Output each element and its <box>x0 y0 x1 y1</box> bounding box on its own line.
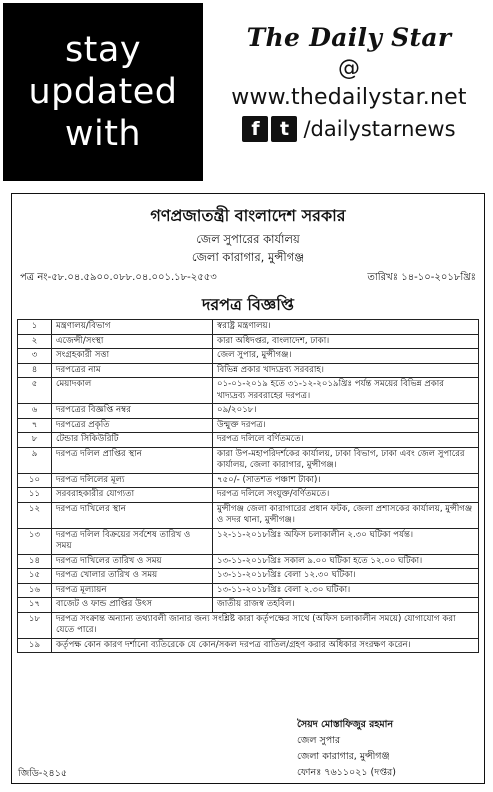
row-field: সরবরাহকারীর যোগ্যতা <box>52 488 213 503</box>
row-number: ২ <box>18 334 52 349</box>
row-number: ১৭ <box>18 598 52 613</box>
gd-number: জিডি-২৪১৫ <box>18 768 68 779</box>
row-field: মেয়াদকাল <box>52 378 213 404</box>
row-value: ১৩-১১-২০১৮খ্রিঃ সকাল ৯.০০ ঘটিকা হতে ১২.০০ ঘটিকা। <box>213 554 479 569</box>
row-number: ৩ <box>18 349 52 364</box>
table-row <box>18 473 479 488</box>
social-row <box>242 116 455 142</box>
facebook-icon[interactable]: f <box>242 116 268 142</box>
row-number: ৭ <box>18 418 52 433</box>
row-value: ০১-০১-২০১৯ হতে ৩১-১২-২০১৯খ্রিঃ পর্যন্ত সময়ের বিভিন্ন প্রকার খাদ্যদ্রব্য সরবরাহের দরপত্র। <box>213 378 479 404</box>
row-value: উন্মুক্ত দরপত্র। <box>213 418 479 433</box>
row-number: ৯ <box>18 447 52 473</box>
daily-star-banner <box>3 3 490 181</box>
row-value: ১২-১১-২০১৮খ্রিঃ অফিস চলাকালীন ২.৩০ ঘটিকা পর্যন্ত। <box>213 528 479 554</box>
row-number: ১ <box>18 320 52 335</box>
signatory-name: সৈয়দ মোস্তাফিজুর রহমান <box>297 719 394 730</box>
row-value: কারা অধিদপ্তর, বাংলাদেশ, ঢাকা। <box>213 334 479 349</box>
banner-tagline-block <box>3 3 203 181</box>
row-field: সংগ্রহকারী সত্তা <box>52 349 213 364</box>
table-row <box>18 583 479 598</box>
twitter-icon[interactable]: t <box>271 116 297 142</box>
table-row <box>18 404 479 419</box>
table-row-contact-info <box>18 612 479 638</box>
row-field: এজেন্সী/সংস্থা <box>52 334 213 349</box>
row-value: ০৯/২০১৮। <box>213 404 479 419</box>
row-number: ১২ <box>18 502 52 528</box>
table-row <box>18 598 479 613</box>
row-field: দরপত্র দাখিলের স্থান <box>52 502 213 528</box>
row-value: জেল সুপার, মুন্সীগঞ্জ। <box>213 349 479 364</box>
at-symbol: @ <box>338 56 360 81</box>
row-value: জাতীয় রাজস্ব তহবিল। <box>213 598 479 613</box>
row-number: ১৪ <box>18 554 52 569</box>
row-number: ১৯ <box>18 638 52 653</box>
table-row <box>18 433 479 448</box>
table-row <box>18 349 479 364</box>
row-field: দরপত্র খোলার তারিখ ও সময় <box>52 569 213 584</box>
row-number: ১৩ <box>18 528 52 554</box>
row-full-text: দরপত্র সংক্রান্ত অন্যান্য তথ্যাবলী জানার জন্য সংশ্লিষ্ট কারা কর্তৃপক্ষের সাথে (অফিস চলাকালীন সময়ে) যোগাযোগ করা যেতে পারে। <box>52 612 479 638</box>
row-field: মন্ত্রণালয়/বিভাগ <box>52 320 213 335</box>
office-name: জেল সুপারের কার্যালয় <box>196 232 300 246</box>
table-row <box>18 418 479 433</box>
table-row <box>18 334 479 349</box>
table-row <box>18 528 479 554</box>
signatory-title: জেল সুপার <box>297 735 341 746</box>
row-field: দরপত্র মূল্যায়ন <box>52 583 213 598</box>
row-value: দরপত্র দলিলে সংযুক্ত/বর্ণিতমতে। <box>213 488 479 503</box>
brand-logo: The Daily Star <box>246 23 452 52</box>
row-value: স্বরাষ্ট্র মন্ত্রণালয়। <box>213 320 479 335</box>
row-field: দরপত্রের নাম <box>52 363 213 378</box>
row-value: দরপত্র দলিলে বর্ণিতমতে। <box>213 433 479 448</box>
row-value: মুন্সীগঞ্জ জেলা কারাগারের প্রধান ফটক, জেলা প্রশাসকের কার্যালয়, মুন্সীগঞ্জ ও সদর থানা, মুন্সীগঞ্জ। <box>213 502 479 528</box>
row-field: টেন্ডার সিকিউরিটি <box>52 433 213 448</box>
notice-title: দরপত্র বিজ্ঞপ্তি <box>202 295 294 314</box>
row-number: ৪ <box>18 363 52 378</box>
row-field: দরপত্র দলিল প্রাপ্তির স্থান <box>52 447 213 473</box>
table-row <box>18 569 479 584</box>
website-link[interactable]: www.thedailystar.net <box>231 85 467 110</box>
row-field: দরপত্র দলিল বিক্রয়ের সর্বশেষ তারিখ ও সময় <box>52 528 213 554</box>
banner-contact-block <box>208 3 490 181</box>
row-value: ৭৫০/- (সাতশত পঞ্চাশ টাকা)। <box>213 473 479 488</box>
row-field: দরপত্র দাখিলের তারিখ ও সময় <box>52 554 213 569</box>
row-number: ১৬ <box>18 583 52 598</box>
row-field: দরপত্র দলিলের মূল্য <box>52 473 213 488</box>
row-value: কারা উপ-মহাপরিদর্শকের কার্যালয়, ঢাকা বিভাগ, ঢাকা এবং জেল সুপারের কার্যালয়, জেলা কারাগার, মুন্সীগঞ্জ। <box>213 447 479 473</box>
signature-block <box>297 717 396 781</box>
row-number: ১৫ <box>18 569 52 584</box>
tagline-line-1: stay <box>64 30 142 70</box>
table-row <box>18 502 479 528</box>
row-number: ১০ <box>18 473 52 488</box>
table-row <box>18 378 479 404</box>
row-number: ১১ <box>18 488 52 503</box>
row-value: ১৩-১১-২০১৮খ্রিঃ বেলা ১২.৩০ ঘটিকা। <box>213 569 479 584</box>
row-field: বাজেট ও ফান্ড প্রাপ্তির উৎস <box>52 598 213 613</box>
notice-date: তারিখঃ ১৪-১০-২০১৮খ্রিঃ <box>367 272 476 283</box>
tagline-line-3: with <box>64 114 142 154</box>
tender-notice <box>11 193 485 784</box>
tender-table <box>17 319 479 653</box>
row-number: ৮ <box>18 433 52 448</box>
table-row <box>18 488 479 503</box>
table-row <box>18 447 479 473</box>
memo-number: পত্র নং-৫৮.০৪.৫৯০০.০৮৮.০৪.০০১.১৮-২৫৫৩ <box>20 272 217 283</box>
row-full-text: কর্তৃপক্ষ কোন কারণ দর্শানো ব্যতিরেকে যে কোন/সকল দরপত্র বাতিল/গ্রহণ করার অধিকার সংরক্ষণ করেন। <box>52 638 479 653</box>
signatory-office: জেলা কারাগার, মুন্সীগঞ্জ <box>297 751 390 762</box>
table-row <box>18 554 479 569</box>
row-field: দরপত্রের বিজ্ঞপ্তি নম্বর <box>52 404 213 419</box>
table-row <box>18 320 479 335</box>
tagline-line-2: updated <box>28 72 178 112</box>
social-handle[interactable]: /dailystarnews <box>303 117 456 141</box>
row-number: ১৮ <box>18 612 52 638</box>
table-row-authority-rights <box>18 638 479 653</box>
row-value: বিভিন্ন প্রকার খাদ্যদ্রব্য সরবরাহ। <box>213 363 479 378</box>
row-number: ৬ <box>18 404 52 419</box>
government-header: গণপ্রজাতন্ত্রী বাংলাদেশ সরকার <box>150 206 346 225</box>
row-number: ৫ <box>18 378 52 404</box>
office-address: জেলা কারাগার, মুন্সীগঞ্জ <box>191 250 305 264</box>
table-row <box>18 363 479 378</box>
signatory-phone: ফোনঃ ৭৬১১০২১ (দপ্তর) <box>297 767 396 778</box>
row-value: ১৩-১১-২০১৮খ্রিঃ বেলা ২.৩০ ঘটিকা। <box>213 583 479 598</box>
row-field: দরপত্রের প্রকৃতি <box>52 418 213 433</box>
